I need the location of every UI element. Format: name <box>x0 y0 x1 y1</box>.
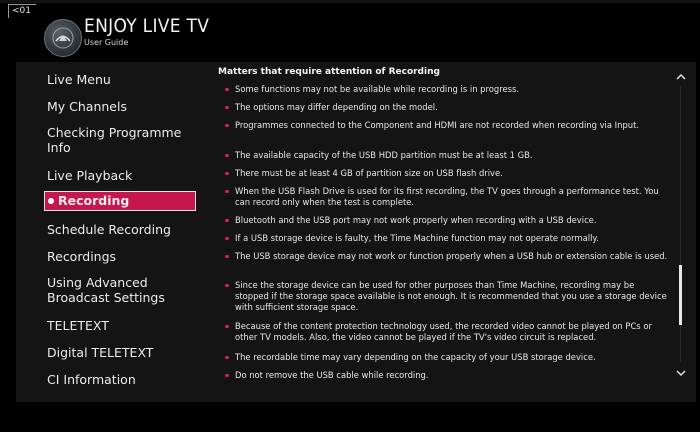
list-item: There must be at least 4 GB of partition size on USB flash drive. <box>224 168 669 179</box>
sidebar-item-ci-information[interactable]: CI Information <box>47 372 136 387</box>
list-item: Because of the content protection technology used, the recorded video cannot be played on PCs or other TV models. Also, the video cannot be played if the TV's video circuit is replaced. <box>224 321 669 343</box>
section-title: Matters that require attention of Recording <box>218 67 440 77</box>
sidebar-item-live-playback[interactable]: Live Playback <box>47 168 133 183</box>
list-item: Since the storage device can be used for other purposes than Time Machine, recording may be stopped if the storage space available is not enough. It is recommended that you use a storage device with sufficient storage space. <box>224 280 669 313</box>
list-item: The recordable time may vary depending on the capacity of your USB storage device. <box>224 352 669 363</box>
page-number-button[interactable]: <01 <box>8 4 36 18</box>
sidebar-item-schedule-recording[interactable]: Schedule Recording <box>47 222 171 237</box>
chevron-up-icon[interactable] <box>676 72 686 82</box>
sidebar-item-recording[interactable]: Recording <box>44 191 196 211</box>
sidebar-item-using-advanced-broadcast-settings[interactable]: Using Advanced Broadcast Settings <box>47 275 165 305</box>
scrollbar-thumb[interactable] <box>679 265 682 325</box>
app-subtitle: User Guide <box>84 38 129 47</box>
list-item: Programmes connected to the Component and HDMI are not recorded when recording via Input. <box>224 120 669 131</box>
list-item: The USB storage device may not work or function properly when a USB hub or extension cable is used. <box>224 251 669 262</box>
app-title: ENJOY LIVE TV <box>84 15 210 37</box>
tv-guide-logo-icon <box>44 19 82 57</box>
sidebar-item-digital-teletext[interactable]: Digital TELETEXT <box>47 345 154 360</box>
sidebar-item-my-channels[interactable]: My Channels <box>47 99 127 114</box>
list-item: The available capacity of the USB HDD partition must be at least 1 GB. <box>224 150 669 161</box>
list-item: If a USB storage device is faulty, the Time Machine function may not operate normally. <box>224 233 669 244</box>
sidebar-item-live-menu[interactable]: Live Menu <box>47 72 111 87</box>
list-item: The options may differ depending on the model. <box>224 102 669 113</box>
list-item: When the USB Flash Drive is used for its first recording, the TV goes through a performance test. You can record only when the test is complete. <box>224 186 669 208</box>
list-item: Do not remove the USB cable while recording. <box>224 370 669 381</box>
list-item: Bluetooth and the USB port may not work properly when recording with a USB device. <box>224 215 669 226</box>
list-item: Some functions may not be available while recording is in progress. <box>224 84 669 95</box>
chevron-down-icon[interactable] <box>676 368 686 378</box>
sidebar-item-recordings[interactable]: Recordings <box>47 249 117 264</box>
sidebar-item-checking-programme-info[interactable]: Checking Programme Info <box>47 125 182 155</box>
top-bar <box>0 0 700 3</box>
sidebar-item-teletext[interactable]: TELETEXT <box>47 318 109 333</box>
guide-panel <box>16 62 696 402</box>
